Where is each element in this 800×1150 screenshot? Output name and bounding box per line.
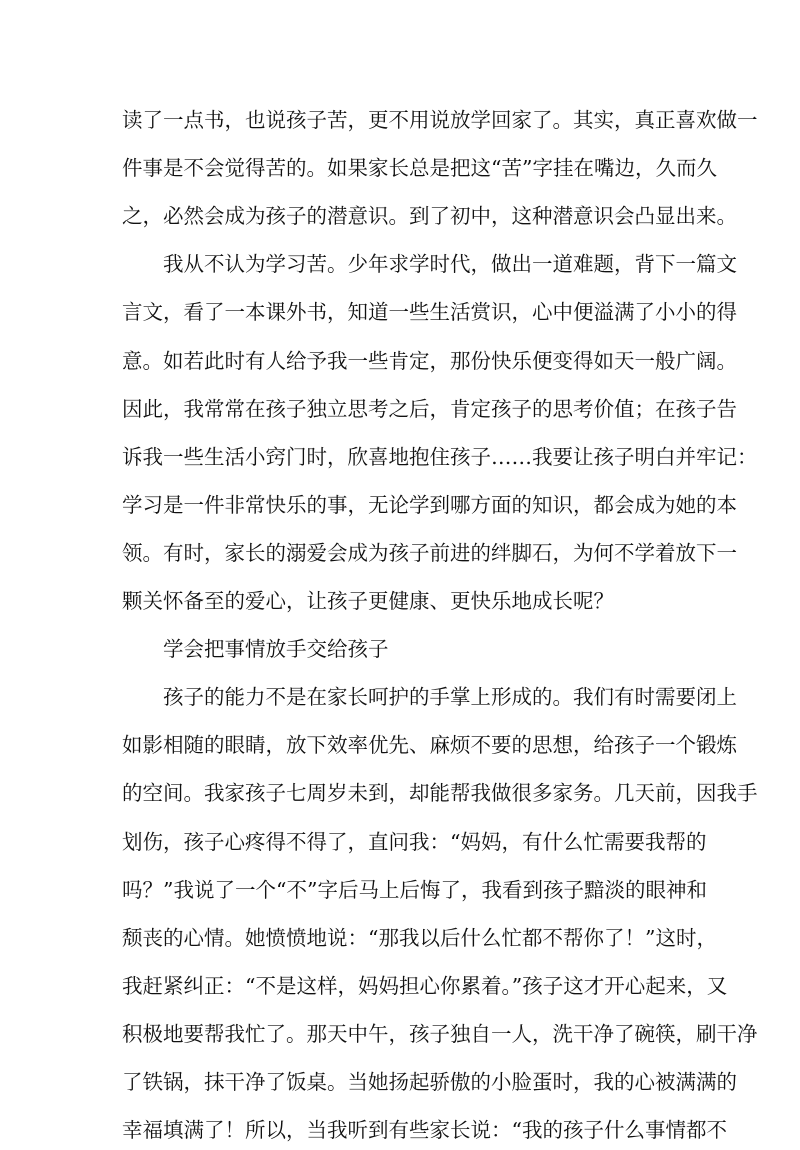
text-line: 如影相随的眼睛，放下效率优先、麻烦不要的思想，给孩子一个锻炼	[122, 733, 737, 758]
text-line: 划伤，孩子心疼得不得了，直问我：“妈妈，有什么忙需要我帮的	[122, 829, 707, 854]
text-line: 的空间。我家孩子七周岁未到，却能帮我做很多家务。几天前，因我手	[122, 781, 758, 806]
text-line: 因此，我常常在孩子独立思考之后，肯定孩子的思考价值；在孩子告	[122, 396, 737, 421]
text-line: 颓丧的心情。她愤愤地说：“那我以后什么忙都不帮你了！”这时，	[122, 925, 717, 950]
text-line: 领。有时，家长的溺爱会成为孩子前进的绊脚石，为何不学着放下一	[122, 540, 737, 565]
text-line: 读了一点书，也说孩子苦，更不用说放学回家了。其实，真正喜欢做一	[122, 108, 758, 132]
paragraph-last-line: 颗关怀备至的爱心，让孩子更健康、更快乐地成长呢？	[122, 589, 614, 613]
paragraph-first-line: 孩子的能力不是在家长呵护的手掌上形成的。我们有时需要闭上	[163, 685, 737, 710]
text-line: 积极地要帮我忙了。那天中午，孩子独自一人，洗干净了碗筷，刷干净	[122, 1021, 758, 1046]
text-line: 件事是不会觉得苦的。如果家长总是把这“苦”字挂在嘴边，久而久	[122, 156, 717, 181]
section-heading: 学会把事情放手交给孩子	[163, 637, 389, 662]
text-line: 幸福填满了！所以，当我听到有些家长说：“我的孩子什么事情都不	[122, 1118, 727, 1143]
text-line: 我赶紧纠正：“不是这样，妈妈担心你累着。”孩子这才开心起来，又	[122, 973, 728, 998]
text-line: 之，必然会成为孩子的潜意识。到了初中，这种潜意识会凸显出来。	[122, 204, 737, 229]
text-line: 学习是一件非常快乐的事，无论学到哪方面的知识，都会成为她的本	[122, 492, 737, 517]
text-line: 吗？”我说了一个“不”字后马上后悔了，我看到孩子黯淡的眼神和	[122, 877, 707, 902]
paragraph-first-line: 我从不认为学习苦。少年求学时代，做出一道难题，背下一篇文	[163, 252, 737, 277]
text-line: 诉我一些生活小窍门时，欣喜地抱住孩子……我要让孩子明白并牢记：	[122, 444, 758, 469]
text-line: 了铁锅，抹干净了饭桌。当她扬起骄傲的小脸蛋时，我的心被满满的	[122, 1070, 737, 1094]
text-line: 意。如若此时有人给予我一些肯定，那份快乐便变得如天一般广阔。	[122, 348, 737, 373]
text-line: 言文，看了一本课外书，知道一些生活赏识，心中便溢满了小小的得	[122, 300, 737, 325]
